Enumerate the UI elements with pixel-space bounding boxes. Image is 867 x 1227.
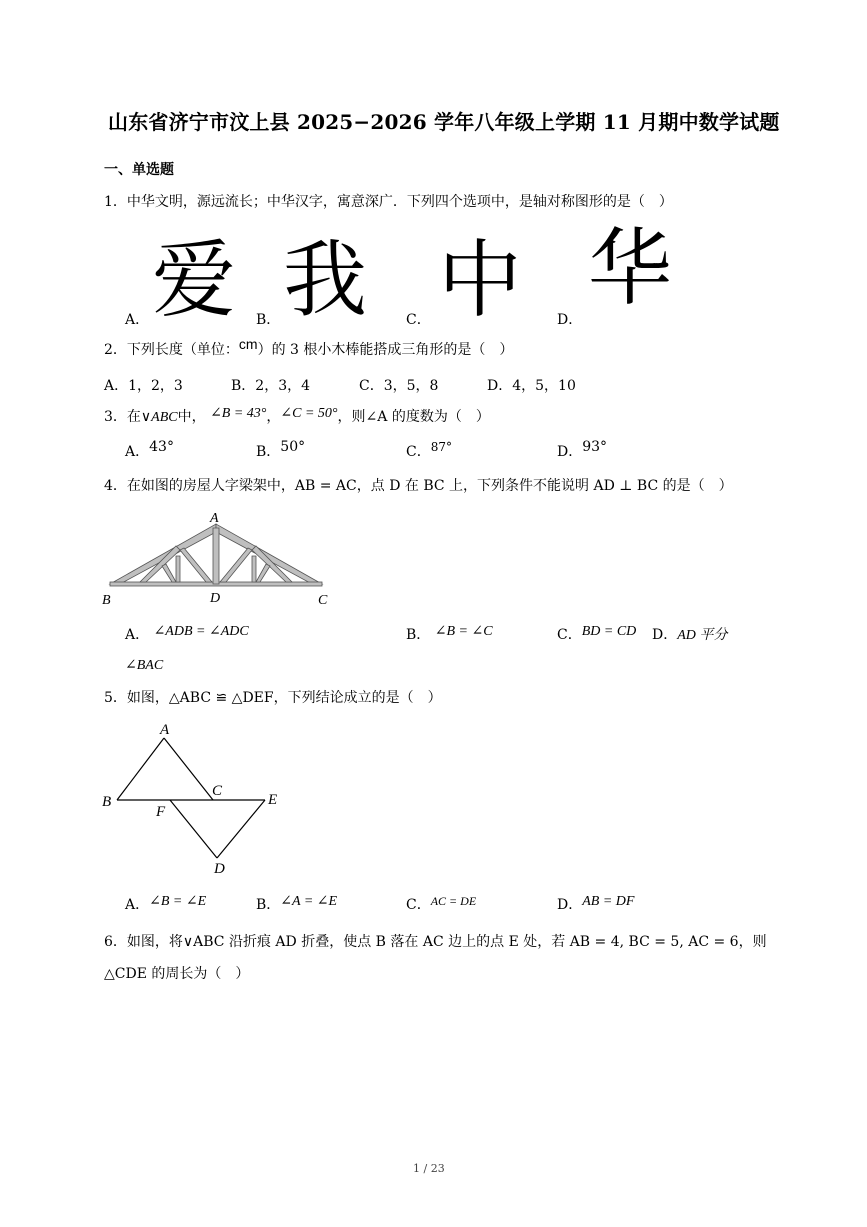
q2-option-b: B．2，3，4 (231, 378, 311, 394)
q4-option-d (652, 624, 727, 644)
q2-unit: cm (238, 336, 258, 352)
q4-option-d-label: D． (652, 627, 678, 643)
question-6-line1: 6．如图，将∨ABC 沿折痕 AD 折叠，使点 B 落在 AC 边上的点 E 处，若 AB = 4, BC = 5, AC = 6，则 (104, 934, 767, 950)
roof-truss-figure (100, 508, 340, 608)
q1-option-d-label: D． (557, 312, 583, 328)
q3-text-b: 中， (177, 409, 206, 425)
question-3-text (104, 407, 490, 428)
question-2-text (104, 336, 514, 360)
q3-option-b-value: 50° (280, 439, 306, 455)
q2-option-c: C．3，5，8 (359, 378, 439, 394)
q4-option-b-value: ∠B = ∠C (434, 624, 493, 639)
q1-option-b-char: 我 (283, 231, 368, 329)
q3-cond2: ∠C = 50° (280, 406, 338, 421)
q4-option-c (557, 624, 636, 644)
q4-option-a-label: A． (125, 627, 150, 643)
fig5-label-b: B (102, 794, 112, 810)
q3-option-b (256, 441, 305, 461)
q3-option-c-value: 87° (430, 440, 452, 454)
q3-option-b-label: B． (256, 444, 281, 460)
section-header: 一、单选题 (104, 162, 174, 178)
q1-option-d-char: 华 (588, 219, 673, 317)
q1-option-c-char: 中 (438, 231, 523, 329)
q5-option-a (125, 894, 206, 914)
fig5-label-f: F (156, 804, 166, 820)
q4-option-a-value: ∠ADB = ∠ADC (153, 624, 249, 639)
q3-option-a-value: 43° (149, 439, 174, 455)
q5-option-d-value: AB = DF (582, 894, 635, 909)
q4-option-c-label: C． (557, 627, 582, 643)
fig5-label-c: C (212, 783, 223, 799)
q1-option-b-label: B． (256, 312, 281, 328)
q3-option-d (557, 441, 607, 461)
q3-text-a: 3．在 (104, 409, 141, 425)
q5-option-a-value: ∠B = ∠E (149, 894, 207, 909)
page-number: 1 / 23 (413, 1162, 445, 1175)
question-4-text: 4．在如图的房屋人字梁架中，AB = AC，点 D 在 BC 上，下列条件不能说明 AD ⊥ BC 的是（ ） (104, 478, 733, 494)
q4-option-b-label: B． (406, 627, 431, 643)
q2-text-a: 2．下列长度（单位： (104, 342, 239, 358)
truss-label-a: A (210, 511, 219, 526)
q5-option-b-label: B． (256, 897, 281, 913)
q4-option-d-value: AD 平分 (677, 628, 728, 643)
q3-option-d-value: 93° (582, 439, 608, 455)
q5-option-b (256, 894, 337, 914)
page-title: 山东省济宁市汶上县 2025−2026 学年八年级上学期 11 月期中数学试题 (108, 110, 780, 134)
q1-option-a-label: A． (125, 312, 150, 328)
q5-option-c (406, 894, 476, 914)
q3-sep: ， (266, 409, 281, 425)
q3-text-c: ，则∠A 的度数为（ ） (337, 409, 490, 425)
q5-option-c-value: AC = DE (430, 894, 477, 908)
q1-option-a-char: 爱 (152, 231, 237, 329)
question-5-text: 5．如图，△ABC ≌ △DEF，下列结论成立的是（ ） (104, 690, 442, 706)
q4-option-b (406, 624, 493, 644)
q3-option-a-label: A． (125, 444, 150, 460)
q2-option-a: A．1，2，3 (104, 378, 183, 394)
q2-text-b: ）的 3 根小木棒能搭成三角形的是（ ） (257, 342, 514, 358)
congruent-triangles-figure (100, 718, 300, 878)
q3-option-c (406, 441, 452, 461)
truss-label-c: C (318, 593, 328, 608)
q1-option-c-label: C． (406, 312, 431, 328)
question-1-text: 1．中华文明，源远流长；中华汉字，寓意深广．下列四个选项中，是轴对称图形的是（ ） (104, 194, 673, 210)
q5-option-b-value: ∠A = ∠E (280, 894, 338, 909)
q3-triangle: ∨ABC (140, 410, 178, 425)
q3-option-c-label: C． (406, 444, 431, 460)
q5-option-c-label: C． (406, 897, 431, 913)
q4-option-d-continuation: ∠BAC (125, 658, 164, 673)
question-6-line2: △CDE 的周长为（ ） (104, 966, 250, 982)
truss-label-b: B (102, 593, 111, 608)
q3-option-d-label: D． (557, 444, 583, 460)
q5-option-d (557, 894, 634, 914)
q4-option-a (125, 624, 249, 644)
fig5-label-e: E (268, 792, 278, 808)
q2-option-d: D．4，5，10 (487, 378, 576, 394)
q4-option-c-value: BD = CD (581, 624, 637, 639)
q3-option-a (125, 441, 174, 461)
fig5-label-d: D (214, 861, 225, 877)
q5-option-a-label: A． (125, 897, 150, 913)
q3-cond1: ∠B = 43° (210, 406, 267, 421)
truss-label-d: D (210, 591, 221, 606)
fig5-label-a: A (160, 722, 170, 738)
q5-option-d-label: D． (557, 897, 583, 913)
